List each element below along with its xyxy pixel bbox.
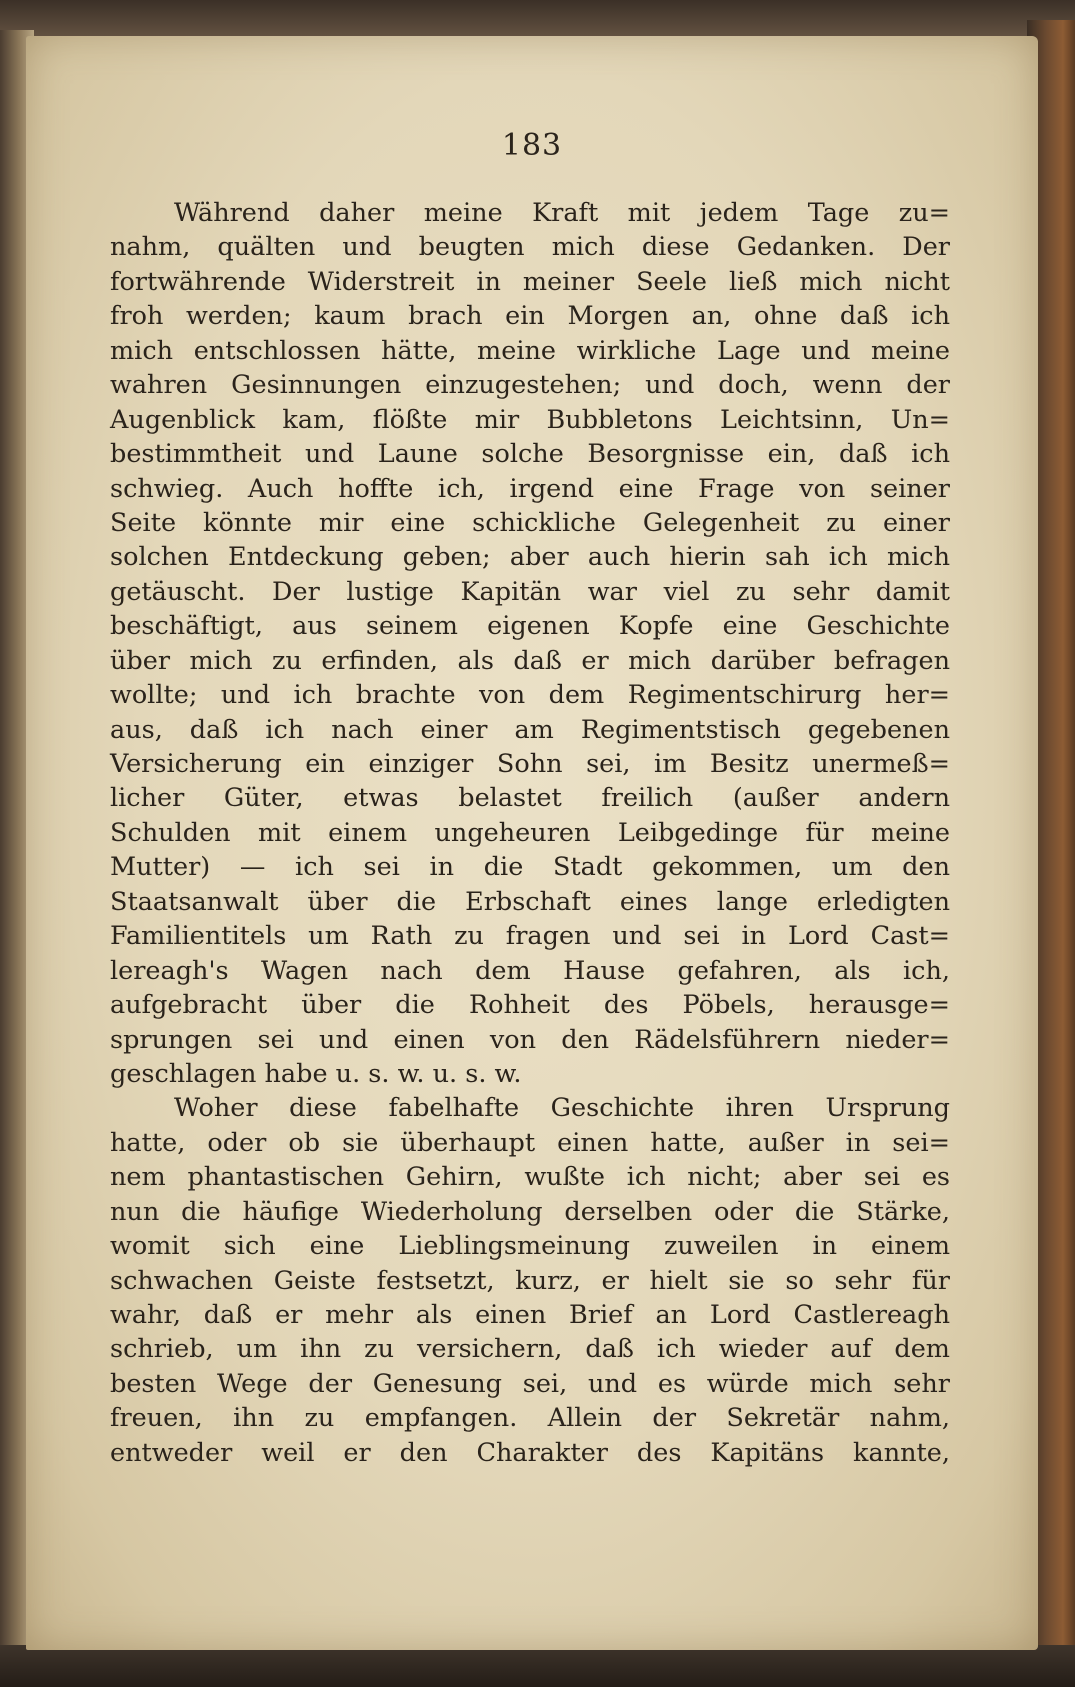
- text-line: womit sich eine Lieblingsmeinung zuweilen in einem: [110, 1231, 950, 1262]
- text-line: wahren Gesinnungen einzugestehen; und doch, wenn der: [110, 370, 950, 401]
- body-text: [110, 196, 950, 1470]
- text-line: mich entschlossen hätte, meine wirkliche Lage und meine: [110, 335, 950, 366]
- page-number: 183: [501, 128, 563, 163]
- text-line: schwachen Geiste festsetzt, kurz, er hielt sie so sehr für: [110, 1265, 950, 1296]
- text-line: froh werden; kaum brach ein Morgen an, ohne daß ich: [110, 301, 950, 332]
- text-line: Woher diese fabelhafte Geschichte ihren Ursprung: [174, 1093, 950, 1124]
- text-line: geschlagen habe u. s. w. u. s. w.: [110, 1058, 522, 1089]
- text-line: schrieb, um ihn zu versichern, daß ich wieder auf dem: [110, 1334, 950, 1365]
- text-line: wahr, daß er mehr als einen Brief an Lord Castlereagh: [110, 1300, 950, 1330]
- text-line: licher Güter, etwas belastet freilich (außer andern: [110, 783, 950, 814]
- text-line: über mich zu erfinden, als daß er mich darüber befragen: [110, 645, 950, 676]
- text-line: Staatsanwalt über die Erbschaft eines lange erledigten: [110, 886, 950, 917]
- text-line: aufgebracht über die Rohheit des Pöbels, herausge=: [110, 990, 950, 1021]
- text-line: solchen Entdeckung geben; aber auch hierin sah ich mich: [110, 542, 950, 573]
- book-page: [26, 36, 1038, 1650]
- text-line: Augenblick kam, flößte mir Bubbletons Leichtsinn, Un=: [110, 404, 950, 435]
- text-line: lereagh's Wagen nach dem Hause gefahren, als ich,: [110, 955, 950, 986]
- text-line: nahm, quälten und beugten mich diese Gedanken. Der: [110, 232, 950, 263]
- text-line: nun die häufige Wiederholung derselben oder die Stärke,: [110, 1196, 950, 1227]
- text-line: Mutter) — ich sei in die Stadt gekommen, um den: [110, 852, 950, 883]
- text-line: fortwährende Widerstreit in meiner Seele ließ mich nicht: [110, 266, 950, 297]
- text-line: bestimmtheit und Laune solche Besorgnisse ein, daß ich: [110, 439, 950, 470]
- text-line: freuen, ihn zu empfangen. Allein der Sekretär nahm,: [110, 1403, 950, 1434]
- text-line: entweder weil er den Charakter des Kapitäns kannte,: [110, 1437, 950, 1468]
- text-line: Versicherung ein einziger Sohn sei, im Besitz unermeß=: [110, 749, 950, 779]
- text-line: Familientitels um Rath zu fragen und sei in Lord Cast=: [110, 921, 950, 952]
- text-line: Schulden mit einem ungeheuren Leibgedinge für meine: [110, 817, 950, 848]
- text-line: aus, daß ich nach einer am Regimentstisch gegebenen: [110, 714, 950, 745]
- text-line: besten Wege der Genesung sei, und es würde mich sehr: [110, 1368, 950, 1399]
- text-line: beschäftigt, aus seinem eigenen Kopfe eine Geschichte: [110, 611, 950, 642]
- text-line: Seite könnte mir eine schickliche Gelegenheit zu einer: [110, 507, 950, 538]
- text-line: Während daher meine Kraft mit jedem Tage zu=: [174, 198, 950, 228]
- text-line: nem phantastischen Gehirn, wußte ich nicht; aber sei es: [110, 1162, 950, 1193]
- book-bottom-edge: [0, 1645, 1075, 1687]
- text-line: hatte, oder ob sie überhaupt einen hatte, außer in sei=: [110, 1127, 950, 1158]
- text-line: sprungen sei und einen von den Rädelsführern nieder=: [110, 1024, 950, 1055]
- text-line: wollte; und ich brachte von dem Regimentschirurg her=: [110, 680, 950, 711]
- text-line: schwieg. Auch hoffte ich, irgend eine Frage von seiner: [110, 473, 950, 504]
- text-line: getäuscht. Der lustige Kapitän war viel zu sehr damit: [110, 576, 950, 607]
